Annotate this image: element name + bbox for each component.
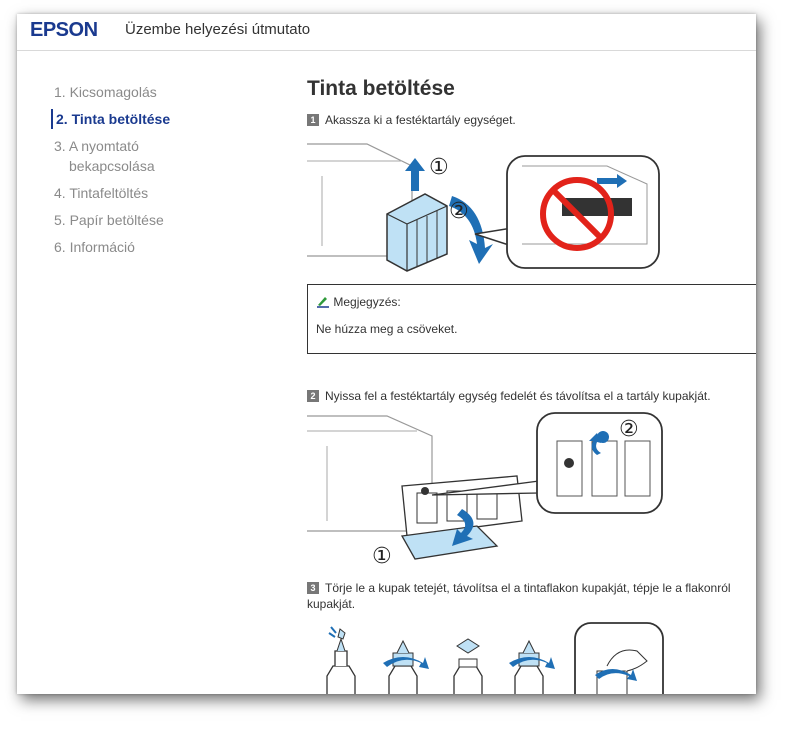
sidebar-item-papir-betoltese[interactable] <box>51 210 271 230</box>
nav-number: 6. <box>54 239 66 255</box>
step-2 <box>307 388 711 404</box>
sidebar-item-tintafeltoltes[interactable] <box>51 183 271 203</box>
note-box <box>307 284 756 354</box>
ink-bottle <box>327 627 355 694</box>
nav-label: Tinta betöltése <box>71 111 171 127</box>
nav-label: Tintafeltöltés <box>69 185 149 201</box>
page-header-title: Üzembe helyezési útmutato <box>125 21 311 38</box>
sidebar-item-informacio[interactable] <box>51 237 271 257</box>
note-label: Megjegyzés: <box>333 295 401 309</box>
nav-label: A nyomtató <box>68 138 139 154</box>
step-number-badge: 1 <box>307 114 319 126</box>
callout-one: ① <box>372 544 392 569</box>
epson-logo[interactable]: EPSON <box>30 19 98 41</box>
step-text: Törje le a kupak tetejét, távolítsa el a tintaflakon kupakját, tépje le a flakonról <box>325 581 731 595</box>
sidebar-nav <box>51 82 271 264</box>
ink-bottle <box>383 641 429 694</box>
ink-tank-unit <box>387 194 447 271</box>
header <box>17 14 756 51</box>
sidebar-item-nyomtato-bekapcsolasa[interactable] <box>51 136 271 176</box>
callout-two: ② <box>619 417 639 442</box>
step-1 <box>307 112 516 128</box>
pencil-icon <box>316 294 330 308</box>
illustration-unhook-tank <box>307 136 667 276</box>
page-title: Tinta betöltése <box>307 77 455 100</box>
detail-callout-bubble <box>575 623 663 694</box>
nav-number: 4. <box>54 185 66 201</box>
nav-label: Információ <box>69 239 135 255</box>
step-text: Nyissa fel a festéktartály egység fedelét és távolítsa el a tartály kupakját. <box>325 389 711 403</box>
ink-bottle <box>509 641 555 694</box>
callout-one: ① <box>429 155 449 180</box>
step-number-badge: 3 <box>307 582 319 594</box>
illustration-ink-bottles <box>307 621 667 694</box>
step-number-badge: 2 <box>307 390 319 402</box>
app-window <box>17 14 756 694</box>
nav-number: 1. <box>54 84 66 100</box>
step-text-line2: kupakját. <box>307 597 356 611</box>
ink-bottle <box>454 639 482 694</box>
detail-callout-bubble <box>475 156 659 268</box>
nav-number: 5. <box>54 212 66 228</box>
nav-label-line2: bekapcsolása <box>69 158 155 174</box>
note-text: Ne húzza meg a csöveket. <box>316 322 458 336</box>
sidebar-item-tinta-betoltese[interactable] <box>51 109 271 129</box>
sidebar-item-kicsomagolas[interactable] <box>51 82 271 102</box>
nav-label: Papír betöltése <box>69 212 164 228</box>
nav-label: Kicsomagolás <box>69 84 157 100</box>
nav-number: 3. <box>54 138 66 154</box>
note-heading <box>316 294 401 309</box>
step-text: Akassza ki a festéktartály egységet. <box>325 113 516 127</box>
main-content <box>307 76 756 611</box>
step-3 <box>307 580 756 612</box>
nav-number: 2. <box>56 111 68 127</box>
illustration-open-tank-cover <box>307 411 667 571</box>
callout-two: ② <box>449 199 469 224</box>
arrow-icon <box>405 158 425 191</box>
